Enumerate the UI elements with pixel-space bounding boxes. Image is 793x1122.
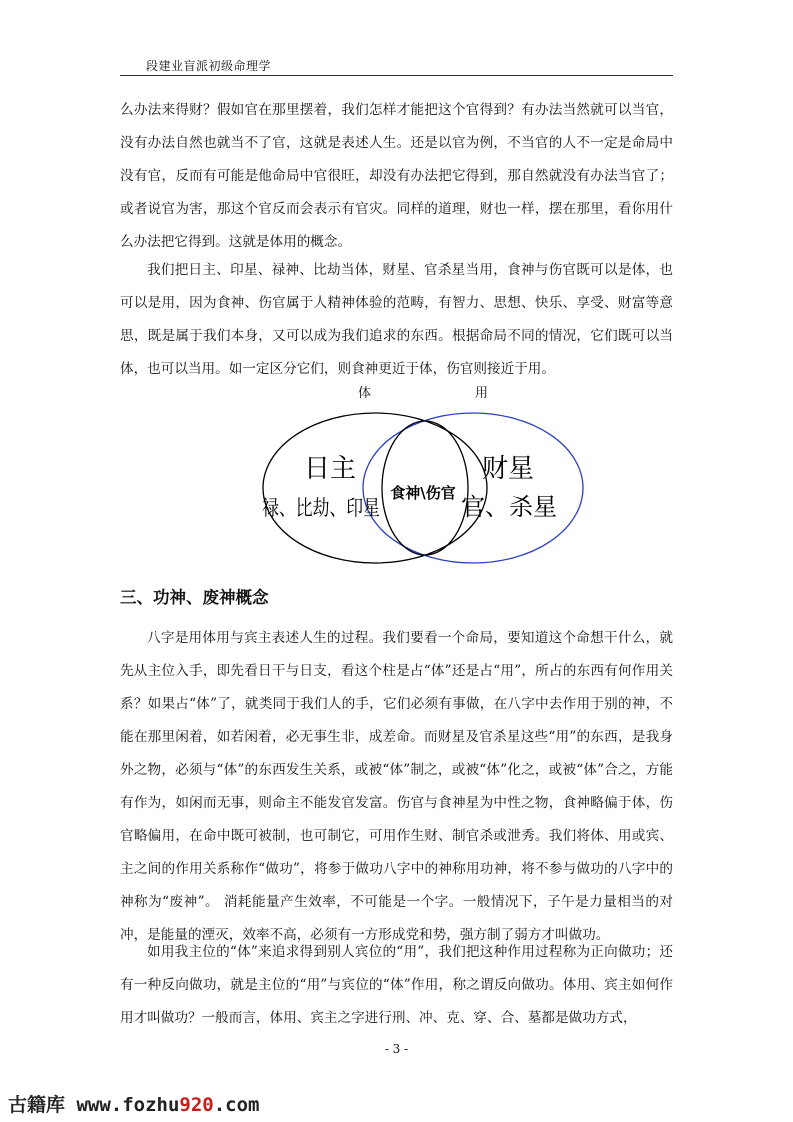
watermark-suffix: .com — [213, 1094, 260, 1116]
ti-label-sub: 禄、比劫、印星 — [262, 496, 380, 520]
page-number: - 3 - — [384, 1042, 409, 1056]
site-watermark — [8, 1090, 259, 1117]
label-yong: 用 — [475, 386, 489, 401]
yong-label-sub: 官、杀星 — [461, 493, 557, 521]
yong-label-main: 财星 — [481, 454, 535, 484]
center-label: 食神\伤官 — [390, 484, 456, 502]
watermark-prefix: 古籍库 www.fozhu — [8, 1094, 180, 1116]
paragraph-4: 如用我主位的“体”来追求得到别人宾位的“用”，我们把这种作用过程称为正向做功；还有一种反向做功，就是主位的“用”与宾位的“体”作用，称之谓反向做功。体用、宾主如何作用才叫做功？一般而言，体用、宾主之字进行刑、冲、克、穿、合、墓都是做功方式， — [120, 944, 673, 1026]
ti-label-main: 日主 — [303, 454, 357, 484]
ti-yong-venn-diagram — [255, 405, 595, 575]
paragraph-3: 八字是用体用与宾主表述人生的过程。我们要看一个命局，要知道这个命想干什么，就先从主位入手，即先看日干与日支，看这个柱是占“体”还是占“用”，所占的东西有何作用关系？如果占“体”了，就类同于我们人的手，它们必须有事做，在八字中去作用于别的神，不能在那里闲着，如若闲着，必无事生非，成差命。而财星及官杀星这些“用”的东西，是我身外之物，必须与“体”的东西发生关系，或被“体”制之，或被“体”化之，或被“体”合之，方能有作为，如闲而无事，则命主不能发官发富。伤官与食神星为中性之物，食神略偏于体，伤官略偏用，在命中既可被制，也可制它，可用作生财、制官杀或泄秀。我们将体、用或宾、主之间的作用关系称作“做功”，将参于做功八字中的神称用功神，将不参与做功的八字中的神称为“废神”。 消耗能量产生效率，不可能是一个字。一般情况下，子午是力量相当的对冲，是能量的湮灭，效率不高，必须有一方形成党和势，强方制了弱方才叫做功。 — [120, 630, 673, 943]
label-ti: 体 — [358, 386, 372, 401]
paragraph-2: 我们把日主、印星、禄神、比劫当体，财星、官杀星当用，食神与伤官既可以是体，也可以是用，因为食神、伤官属于人精神体验的范畴，有智力、思想、快乐、享受、财富等意思，既是属于我们本身，又可以成为我们追求的东西。根据命局不同的情况，它们既可以当体，也可以当用。如一定区分它们，则食神更近于体，伤官则接近于用。 — [120, 262, 673, 377]
section-title: 三、功神、废神概念 — [120, 588, 269, 607]
watermark-number: 920 — [179, 1094, 214, 1116]
header-title: 段建业盲派初级命理学 — [146, 59, 272, 73]
page-header — [120, 50, 673, 76]
paragraph-1: 么办法来得财？假如官在那里摆着，我们怎样才能把这个官得到？有办法当然就可以当官，没有办法自然也就当不了官，这就是表述人生。还是以官为例，不当官的人不一定是命局中没有官，反而有可能是他命局中官很旺，却没有办法把它得到，那自然就没有办法当官了；或者说官为害，那这个官反而会表示有官灾。同样的道理，财也一样，摆在那里，看你用什么办法把它得到。这就是体用的概念。 — [120, 102, 673, 250]
